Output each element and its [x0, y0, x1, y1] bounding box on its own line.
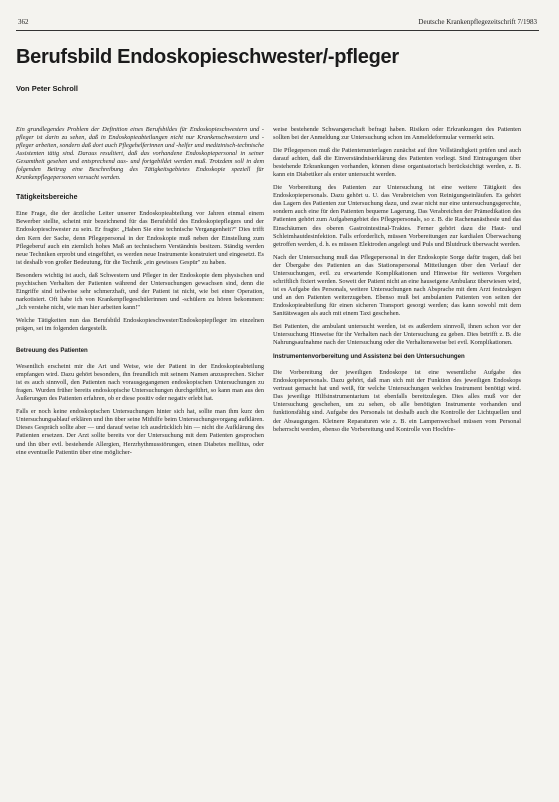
paragraph: Falls er noch keine endoskopischen Untersuchungen hinter sich hat, sollte man ihm kurz den Untersuchungsablauf erklären und ihn über seine Mithilfe beim Untersuchungsvorgang aufklären. Dieses Gespräch sollte aber — und darauf weise ich ausdrücklich hin — nicht die Aufklärung des Patienten ersetzen. Der Arzt sollte bereits vor der Untersuchung mit dem Patienten gesprochen und ihn über evtl. bestehende Allergien, Herzrhythmusstörungen, einen Diabetes mellitus, oder eine eventuelle Patientin über eine möglicher- — [16, 408, 264, 456]
header-rule — [16, 30, 539, 31]
paragraph: Wesentlich erscheint mir die Art und Weise, wie der Patient in der Endoskopieabteilung empfangen wird. Dazu gehört besonders, ihn freundlich mit seinem Namen anzusprechen. Sicher ist es auch sinnvoll, den Patienten nach vorausgegangenen endoskopischen Untersuchungen zu fragen. Wurden früher bereits endoskopische Untersuchungen durchgeführt, so kann man aus den Äußerungen des Patienten erfahren, ob er diese positiv oder negativ erlebt hat. — [16, 363, 264, 403]
paragraph: Die Vorbereitung des Patienten zur Untersuchung ist eine weitere Tätigkeit des Endoskopiepersonals. Dazu gehört u. U. das Verabreichen von Reinigungseinläufen. Es gehört das Lagern des Patienten zur Untersuchung dazu, und zwar nicht nur eine untersuchungsgerechte, sondern auch eine für den Patienten bequeme Lagerung. Das Verabreichen der Prämedikation des Patienten gehört zum Aufgabengebiet des Pflegepersonals, so z. B. die Rachenanästhesie und das Einschäumen des oberen Gastrointestinal-Traktes. Ferner gehört dazu die Haut- und Schleimhautdesinfektion. Falls erforderlich, müssen Vorbereitungen zur kardialen Überwachung getroffen werden, d. h. es müssen Elektroden angelegt und Puls und Blutdruck überwacht werden. — [273, 184, 521, 248]
paragraph: Eine Frage, die der ärztliche Leiter unserer Endoskopieabteilung vor Jahren einmal einem Bewerber stellte, scheint mir bezeichnend für das Berufsbild des Endoskopiepflegers und der Endoskopieschwester zu sein. Er fragte: „Haben Sie eine technische Vergangenheit?" Dies trifft den Kern der Sache, denn Pflegepersonal in der Endoskopie muß neben der Einstellung zum Pflegeberuf auch ein ziemlich hohes Maß an technischem Verständnis besitzen. Ständig werden neue Techniken erprobt und eingeführt, es werden neue Instrumente konstruiert und eingesetzt. Es ist deshalb von großer Bedeutung, für die Technik „ein gewisses Gespür" zu haben. — [16, 210, 264, 266]
article-author: Von Peter Schroll — [16, 84, 78, 93]
paragraph: Besonders wichtig ist auch, daß Schwestern und Pfleger in der Endoskopie dem physischen und psychischen Verhalten der Patienten während der Untersuchungen gewachsen sind, denn die Eingriffe sind teilweise sehr schmerzhaft, und der Patient ist nicht, wie bei einer Operation, narkotisiert. Oft habe ich von Krankenpflegeschülerinnen und -schülern zu hören bekommen: „Ich verstehe nicht, wie man hier arbeiten kann!" — [16, 271, 264, 311]
article-title: Berufsbild Endoskopieschwester/-pfleger — [16, 46, 399, 68]
paragraph: Welche Tätigkeiten nun das Berufsbild Endoskopieschwester/Endoskopiepfleger im einzelnen prägen, sei im folgenden dargestellt. — [16, 316, 264, 332]
paragraph: Die Vorbereitung der jeweiligen Endoskope ist eine wesentliche Aufgabe des Endoskopiepersonals. Dazu gehört, daß man sich mit der Funktion des jeweiligen Endoskops vertraut gemacht hat und weiß, für welche Untersuchungen welches Instrument benötigt wird. Das jeweilige Hilfsinstrumentarium ist ebenfalls bereitzulegen. Dies alles muß vor der Untersuchung geschehen, um zu sehen, ob alle benötigten Instrumente vorhanden und funktionsfähig sind. Aufgabe des Personals ist deshalb auch die Kontrolle der Lichtquellen und der Absaugungen. Kleinere Reparaturen wie z. B. ein Lampenwechsel müssen vom Personal beherrscht werden, ebenso die Vorbereitung und Kontrolle von Hochfre- — [273, 369, 521, 433]
page-number: 362 — [18, 18, 29, 26]
section-heading-instrumentenvorbereitung: Instrumentenvorbereitung und Assistenz bei den Untersuchungen — [273, 353, 465, 361]
section-heading-taetigkeitsbereiche: Tätigkeitsbereiche — [16, 194, 78, 202]
right-column — [273, 126, 521, 439]
left-column — [16, 126, 264, 462]
section-heading-betreuung: Betreuung des Patienten — [16, 347, 88, 355]
paragraph: weise bestehende Schwangerschaft befragt haben. Risiken oder Erkrankungen des Patienten sollten bei der Anmeldung zur Untersuchung schon im Anmeldeformular vermerkt sein. — [273, 126, 521, 142]
paragraph: Die Pflegeperson muß die Patientenunterlagen zunächst auf ihre Vollständigkeit prüfen und auch darauf achten, daß die Einverständniserklärung des Patienten vorliegt. Sind Eintragungen über bestehende Erkrankungen vorhanden, können diese organisatorisch berücksichtigt werden, z. B. kann ein Diabetiker als erster untersucht werden. — [273, 147, 521, 179]
paragraph: Nach der Untersuchung muß das Pflegepersonal in der Endoskopie Sorge dafür tragen, daß bei der Übergabe des Patienten an das Stationspersonal Mitteilungen über den Verlauf der Untersuchungen, evtl. zu erwartende Komplikationen und Hinweise für weiteres Vorgehen schriftlich fixiert werden. Soweit der Patient nicht an eine hauseigene Ambulanz überwiesen wird, ist es Aufgabe des Personals, weitere Untersuchungen nach Absprache mit dem Arzt festzulegen und an den Patienten weiterzugeben. Ebenso muß bei ambulanten Patienten von seiten der Endoskopieabteilung für einen sicheren Transport gesorgt werden; das kann sowohl mit dem Sanitätswagen als auch mit einem Taxi geschehen. — [273, 253, 521, 317]
paragraph: Bei Patienten, die ambulant untersucht werden, ist es außerdem sinnvoll, ihnen schon vor der Untersuchung Hinweise für ihr Verhalten nach der Untersuchung zu geben. Dies betrifft z. B. die Nahrungsaufnahme nach der Untersuchung oder die Verhaltensweise bei evtl. Komplikationen. — [273, 323, 521, 347]
running-header: Deutsche Krankenpflegezeitschrift 7/1983 — [418, 18, 537, 26]
article-abstract: Ein grundlegendes Problem der Definition eines Berufsbildes für Endoskopieschwestern und -pfleger ist darin zu sehen, daß in Endoskopieabteilungen nicht nur Krankenschwestern und -pfleger arbeiten, sondern daß dort auch Pflegehelferinnen und -helfer und medizinisch-technische Assistenten tätig sind. Daraus resultiert, daß das vorhandene Endoskopiepersonal in seiner Gesamtheit gesehen und entsprechend aus- und fortgebildet werden muß. Trotzdem soll in dem folgenden Beitrag eine Beschreibung des Tätigkeitsgebietes Endoskopie speziell für Krankenpflegepersonen versucht werden. — [16, 126, 264, 182]
